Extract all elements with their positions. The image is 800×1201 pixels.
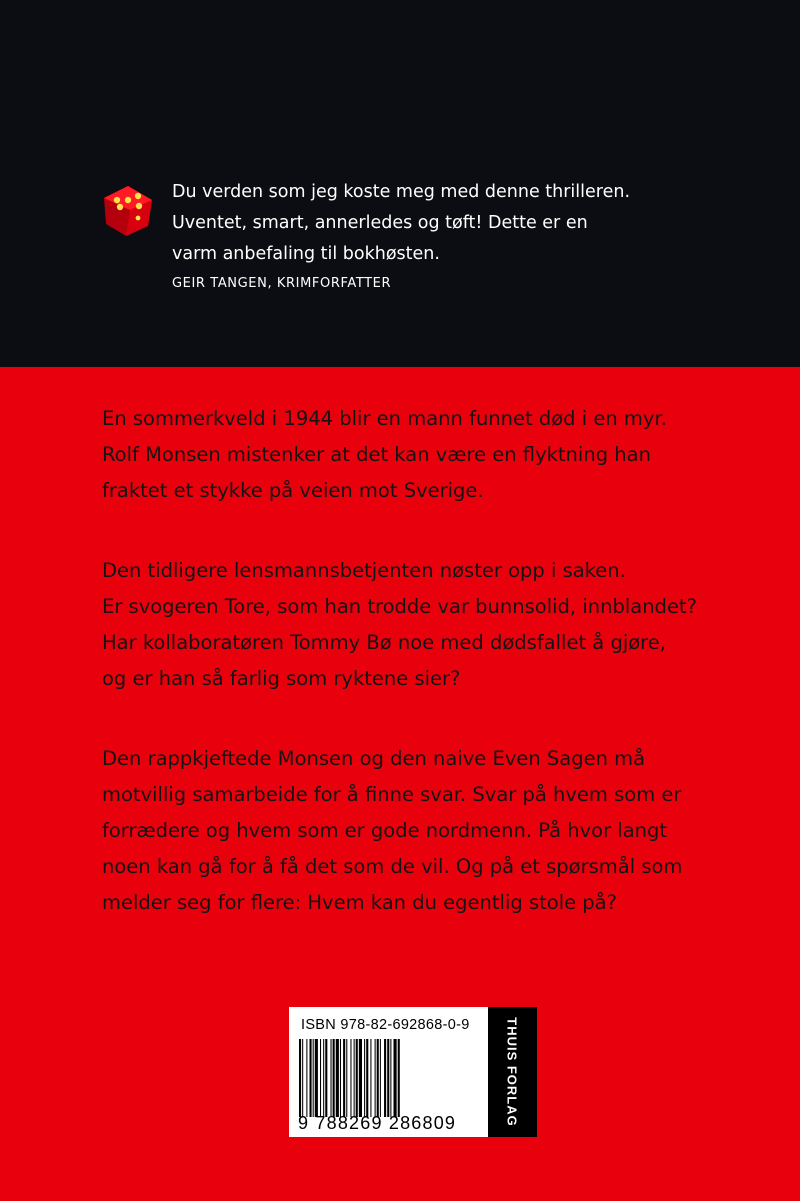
barcode-bar [310,1039,312,1117]
barcode-bar [370,1039,371,1117]
blurb-line: En sommerkveld i 1944 blir en mann funnet død i en myr. [102,407,667,430]
barcode-bar [343,1039,345,1117]
quote-line: Uventet, smart, annerledes og tøft! Dette er en [172,213,588,233]
barcode-bar [377,1039,379,1117]
review-attribution: GEIR TANGEN, KRIMFORFATTER [172,276,392,291]
barcode-bar [354,1039,355,1117]
blurb-line: Er svogeren Tore, som han trodde var bunnsolid, innblandet? [102,595,697,618]
publisher-strip [488,1007,537,1137]
dice-icon [98,180,158,240]
barcode-bar [315,1039,318,1117]
blurb-paragraph-1 [102,401,722,509]
quote-line: varm anbefaling til bokhøsten. [172,244,440,264]
quote-line: Du verden som jeg koste meg med denne thrilleren. [172,182,631,202]
barcode-bar [320,1039,321,1117]
barcode-bar [333,1039,335,1117]
blurb-line: motvillig samarbeide for å finne svar. Svar på hvem som er [102,783,682,806]
blurb-line: fraktet et stykke på veien mot Sverige. [102,479,484,502]
blurb-line: og er han så farlig som ryktene sier? [102,667,461,690]
blurb-line: Den rappkjeftede Monsen og den naive Even Sagen må [102,747,646,770]
barcode-bar [299,1039,301,1117]
blurb-line: Har kollaboratøren Tommy Bø noe med dødsfallet å gjøre, [102,631,666,654]
barcode-box [289,1007,537,1137]
barcode-bar [331,1039,332,1117]
barcode-bar [384,1039,386,1117]
barcode-bar [366,1039,368,1117]
barcode-bar [364,1039,365,1117]
barcode-bar [325,1039,327,1117]
barcode-bars [299,1039,481,1117]
blurb-line: Rolf Monsen mistenker at det kan være en flyktning han [102,443,651,466]
barcode-bar [387,1039,389,1117]
barcode-bar [336,1039,339,1117]
barcode-bar [359,1039,362,1117]
barcode-bar [394,1039,397,1117]
barcode-bar [380,1039,381,1117]
barcode-bar [313,1039,314,1117]
barcode-bar [375,1039,376,1117]
blurb-line: forrædere og hvem som er gode nordmenn. På hvor langt [102,819,668,842]
blurb-line: noen kan gå for å få det som de vil. Og på et spørsmål som [102,855,683,878]
barcode-bar [356,1039,358,1117]
barcode-bar [350,1039,351,1117]
barcode-digits: 9 788269 286809 [298,1113,457,1133]
blurb-paragraph-2 [102,553,722,697]
barcode-bar [340,1039,341,1117]
barcode-bar [346,1039,347,1117]
barcode-bar [323,1039,324,1117]
barcode-bar [398,1039,400,1117]
barcode-bar [306,1039,307,1117]
isbn-label: ISBN 978-82-692868-0-9 [301,1017,470,1033]
review-quote [172,177,732,270]
publisher-name: THUIS FORLAG [504,1017,520,1127]
barcode-bar [302,1039,303,1117]
blurb-line: Den tidligere lensmannsbetjenten nøster opp i saken. [102,559,626,582]
blurb-line: melder seg for flere: Hvem kan du egentlig stole på? [102,891,617,914]
barcode-bar [390,1039,391,1117]
blurb-paragraph-3 [102,741,722,921]
